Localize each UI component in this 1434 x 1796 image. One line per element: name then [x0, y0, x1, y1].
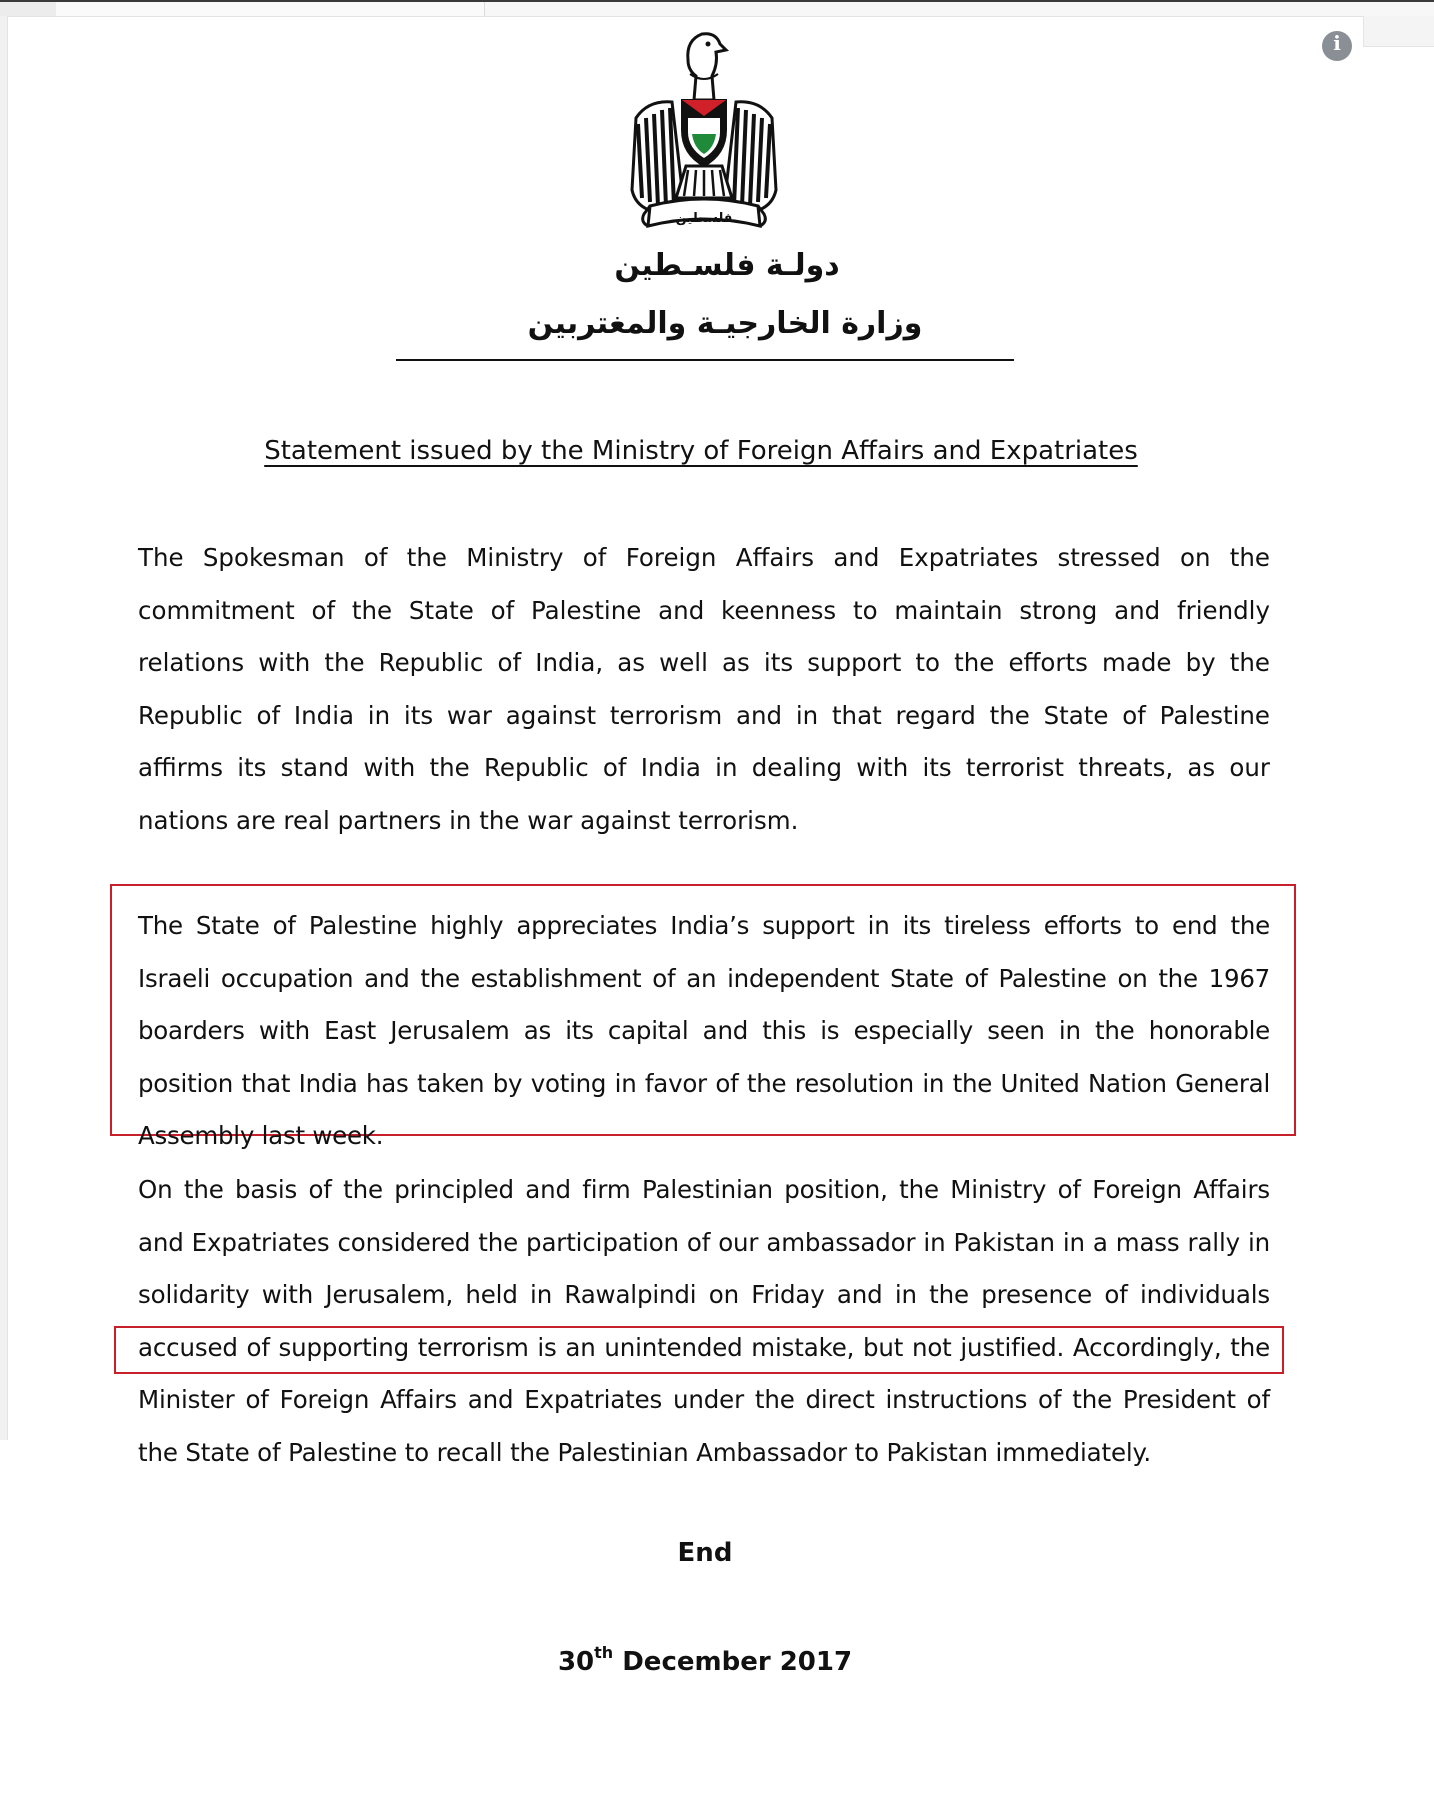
- viewer-tab-strip: [0, 2, 1434, 17]
- date-month-year: December 2017: [613, 1647, 853, 1677]
- statement-paragraph-2: The State of Palestine highly appreciates India’s support in its tireless efforts to end the Israeli occupation and the establishment of an independent State of Palestine on the 1967 boarders with East Jerusalem as its capital and this is especially seen in the honorable position that India has taken by voting in favor of the resolution in the United Nation General Assembly last week.: [138, 911, 1270, 1151]
- palestine-eagle-emblem: [628, 30, 780, 240]
- statement-end: End: [677, 1538, 733, 1568]
- info-glyph: i: [1333, 31, 1341, 55]
- viewer-tab[interactable]: [56, 2, 485, 16]
- emblem-scroll-text: فلسطين: [675, 211, 733, 226]
- emblem-scroll: [643, 199, 766, 226]
- info-icon[interactable]: [1322, 31, 1352, 61]
- letterhead-ministry-name: وزارة الخارجيـة والمغتربين: [527, 306, 923, 341]
- statement-date: [0, 1643, 1410, 1677]
- statement-paragraph-1: The Spokesman of the Ministry of Foreign Affairs and Expatriates stressed on the commitment of the State of Palestine and keenness to maintain strong and friendly relations with the Republic of India, as well as its support to the efforts made by the Republic of India in its war against terrorism and in that regard the State of Palestine affirms its stand with the Republic of India in dealing with its terrorist threats, as our nations are real partners in the war against terrorism.: [138, 543, 1270, 835]
- viewer-left-edge: [0, 16, 8, 1440]
- letterhead-state-name: دولـة فلسـطين: [614, 248, 840, 283]
- date-day: 30: [557, 1647, 595, 1677]
- letterhead-divider: [396, 359, 1014, 361]
- viewer-corner-panel: [1363, 16, 1434, 47]
- statement-title-text: Statement issued by the Ministry of Foreign Affairs and Expatriates: [264, 436, 1138, 466]
- eagle-head: [688, 34, 726, 100]
- date-suffix: th: [594, 1643, 614, 1662]
- statement-paragraph-3: On the basis of the principled and firm Palestinian position, the Ministry of Foreign Affairs and Expatriates considered the participation of our ambassador in Pakistan in a mass rally in solidarity with Jerusalem, held in Rawalpindi on Friday and in the presence of individuals accused of supporting terrorism is an unintended mistake, but not justified. Accordingly, the Minister of Foreign Affairs and Expatriates under the direct instructions of the President of the State of Palestine to recall the Palestinian Ambassador to Pakistan immediately.: [138, 1175, 1270, 1467]
- viewer-tab[interactable]: [0, 2, 57, 16]
- emblem-shield: [682, 100, 726, 166]
- statement-title: [0, 436, 1402, 466]
